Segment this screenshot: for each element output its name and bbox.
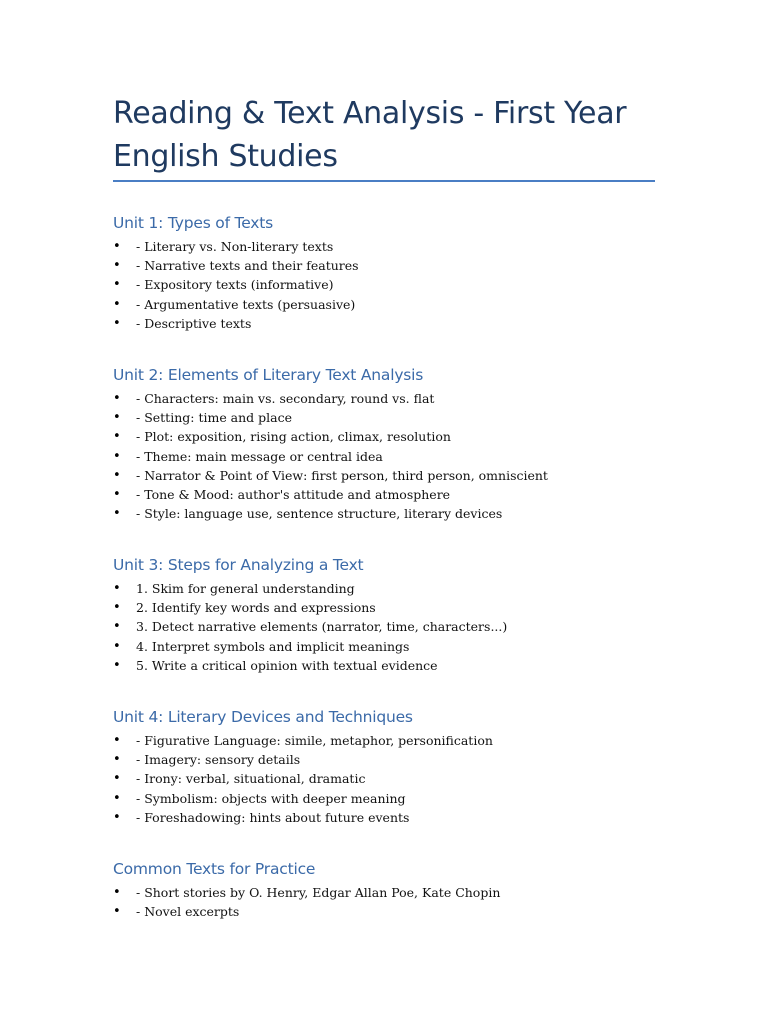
- bullet-icon: •: [113, 600, 121, 616]
- list-item-text: - Literary vs. Non-literary texts: [136, 239, 334, 254]
- bullet-icon: •: [113, 885, 121, 900]
- list-item: [113, 883, 673, 902]
- bullet-icon: •: [113, 277, 121, 293]
- bullet-icon: •: [113, 258, 121, 274]
- list-item: [113, 447, 673, 466]
- section-heading: Unit 1: Types of Texts: [113, 214, 273, 232]
- bullet-icon: •: [113, 733, 121, 748]
- list-item: [113, 769, 673, 788]
- list-item-text: 4. Interpret symbols and implicit meanings: [136, 638, 410, 654]
- bullet-icon: •: [113, 391, 121, 406]
- list-item: [113, 256, 673, 275]
- list-item: [113, 314, 673, 333]
- section-heading: Common Texts for Practice: [113, 860, 316, 878]
- bullet-icon: •: [113, 657, 121, 673]
- bullet-icon: •: [113, 506, 121, 522]
- bullet-list: [113, 237, 673, 333]
- list-item: [113, 598, 673, 617]
- list-item-text: 1. Skim for general understanding: [136, 581, 355, 596]
- bullet-icon: •: [113, 467, 121, 483]
- bullet-list: [113, 883, 673, 921]
- list-item: [113, 389, 673, 408]
- bullet-icon: •: [113, 581, 121, 596]
- bullet-list: [113, 579, 673, 675]
- bullet-icon: •: [113, 448, 121, 464]
- list-item: [113, 237, 673, 256]
- list-item-text: - Foreshadowing: hints about future events: [136, 809, 410, 825]
- list-item: [113, 656, 673, 675]
- list-item: [113, 750, 673, 769]
- list-item-text: - Plot: exposition, rising action, climax, resolution: [136, 429, 451, 445]
- list-item: [113, 427, 673, 446]
- section-unit-3: [113, 555, 673, 675]
- list-item-text: - Irony: verbal, situational, dramatic: [136, 771, 366, 787]
- section-common-texts: [113, 859, 673, 921]
- bullet-icon: •: [113, 619, 121, 635]
- list-item: [113, 637, 673, 656]
- bullet-list: [113, 731, 673, 827]
- bullet-icon: •: [113, 429, 121, 445]
- list-item: [113, 466, 673, 485]
- list-item: [113, 808, 673, 827]
- list-item-text: - Setting: time and place: [136, 410, 293, 426]
- title-underline-divider: [113, 180, 655, 182]
- document-title: Reading & Text Analysis - First Year English Studies: [113, 96, 627, 174]
- list-item: [113, 902, 673, 921]
- list-item-text: - Argumentative texts (persuasive): [136, 296, 356, 312]
- bullet-icon: •: [113, 315, 121, 331]
- list-item: [113, 485, 673, 504]
- section-unit-4: [113, 707, 673, 827]
- bullet-icon: •: [113, 752, 121, 768]
- list-item-text: 5. Write a critical opinion with textual evidence: [136, 657, 438, 673]
- list-item: [113, 408, 673, 427]
- list-item-text: - Descriptive texts: [136, 315, 252, 331]
- list-item-text: - Imagery: sensory details: [136, 752, 301, 768]
- section-heading: Unit 2: Elements of Literary Text Analysis: [113, 366, 424, 384]
- section-heading: Unit 4: Literary Devices and Techniques: [113, 708, 413, 726]
- list-item: [113, 579, 673, 598]
- section-unit-1: [113, 213, 673, 333]
- list-item-text: 3. Detect narrative elements (narrator, time, characters...): [136, 619, 508, 635]
- list-item: [113, 295, 673, 314]
- list-item: [113, 789, 673, 808]
- bullet-list: [113, 389, 673, 523]
- list-item: [113, 504, 673, 523]
- bullet-icon: •: [113, 486, 121, 502]
- list-item-text: - Narrator & Point of View: first person, third person, omniscient: [136, 467, 548, 483]
- list-item: [113, 731, 673, 750]
- list-item-text: - Short stories by O. Henry, Edgar Allan Poe, Kate Chopin: [136, 885, 501, 900]
- section-heading: Unit 3: Steps for Analyzing a Text: [113, 556, 364, 574]
- list-item-text: 2. Identify key words and expressions: [136, 600, 376, 616]
- bullet-icon: •: [113, 809, 121, 825]
- list-item-text: - Figurative Language: simile, metaphor, personification: [136, 733, 493, 748]
- section-unit-2: [113, 365, 673, 523]
- bullet-icon: •: [113, 410, 121, 426]
- bullet-icon: •: [113, 638, 121, 654]
- list-item: [113, 617, 673, 636]
- list-item-text: - Style: language use, sentence structure, literary devices: [136, 506, 503, 522]
- list-item-text: - Characters: main vs. secondary, round vs. flat: [136, 391, 435, 406]
- list-item-text: - Narrative texts and their features: [136, 258, 359, 274]
- list-item-text: - Novel excerpts: [136, 904, 240, 920]
- list-item-text: - Expository texts (informative): [136, 277, 334, 293]
- list-item: [113, 275, 673, 294]
- bullet-icon: •: [113, 239, 121, 254]
- bullet-icon: •: [113, 771, 121, 787]
- list-item-text: - Symbolism: objects with deeper meaning: [136, 790, 406, 806]
- bullet-icon: •: [113, 790, 121, 806]
- bullet-icon: •: [113, 904, 121, 920]
- list-item-text: - Theme: main message or central idea: [136, 448, 383, 464]
- bullet-icon: •: [113, 296, 121, 312]
- list-item-text: - Tone & Mood: author's attitude and atmosphere: [136, 486, 451, 502]
